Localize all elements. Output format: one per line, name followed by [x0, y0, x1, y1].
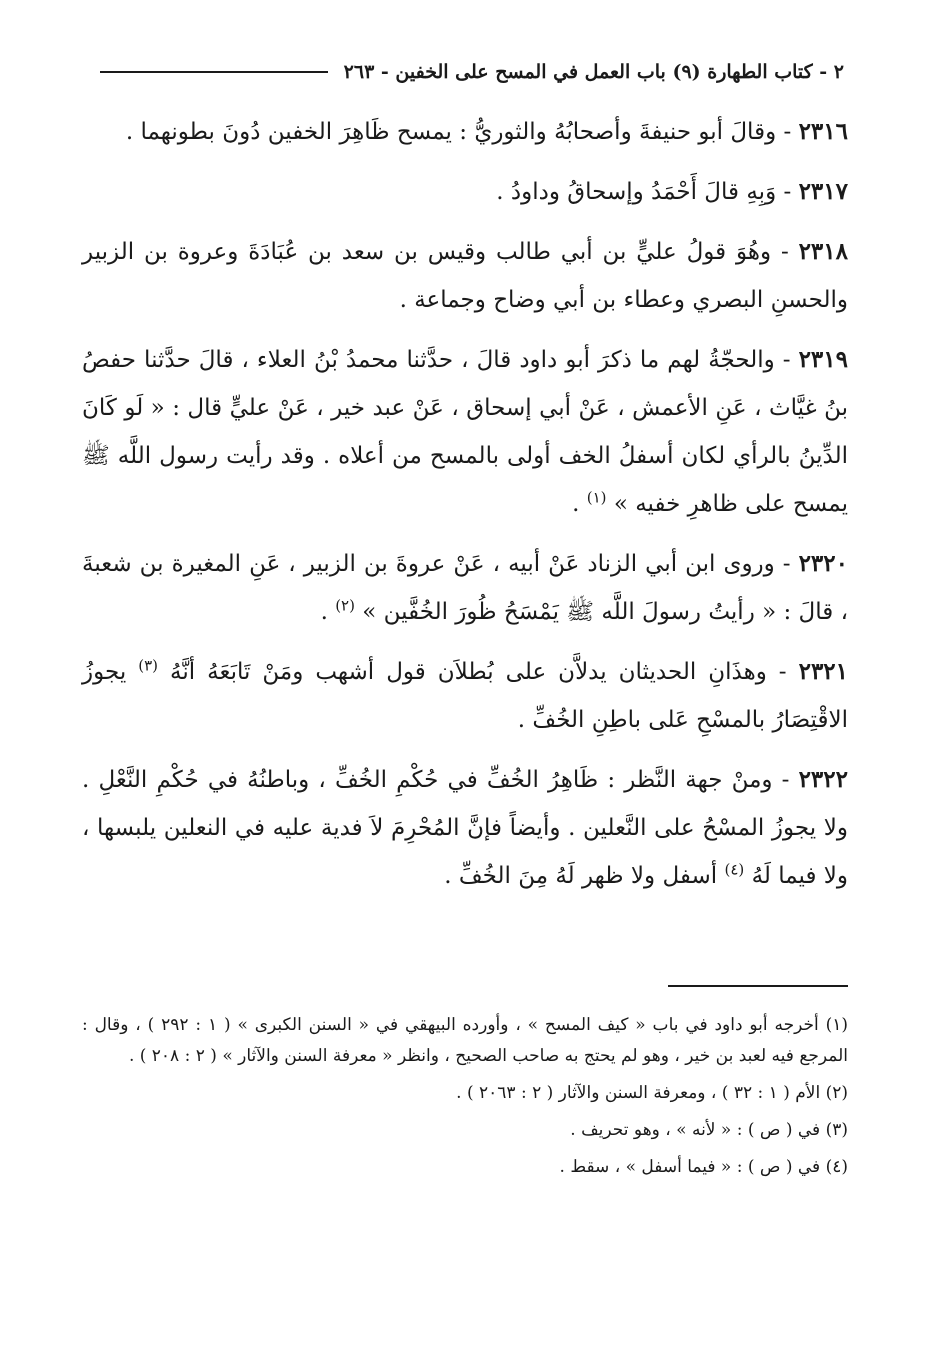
footnote-ref[interactable]: (٣)	[138, 656, 159, 675]
footnote-3: (٣) في ( ص ) : « لأنه » ، وهو تحريف .	[570, 1120, 848, 1140]
paragraph-text: - ومنْ جهة النَّظر : ظَاهِرُ الخُفِّ في حُكْمِ الخُفِّ ، وباطنُهُ في حُكْمِ النَّعْلِ . ولا يجوزُ المسْحُ على النَّعلين . وأيضاً فإنَّ المُحْرِمَ لاَ فدية عليه في النعلين يلبسها ، ولا فيما لَهُ	[82, 767, 848, 889]
paragraph-number: ٢٣١٨	[798, 238, 848, 265]
paragraph-end: .	[320, 599, 336, 625]
main-text	[82, 108, 848, 912]
paragraph-2318	[82, 228, 848, 324]
running-header	[100, 52, 844, 92]
footnote-2: (٢) الأم ( ١ : ٣٢ ) ، ومعرفة السنن والآثار ( ٢ : ٢٠٦٣ ) .	[456, 1083, 848, 1103]
footnote-ref[interactable]: (١)	[586, 488, 607, 507]
footnote-ref[interactable]: (٢)	[335, 596, 355, 615]
paragraph-number: ٢٣٢٢	[798, 766, 848, 793]
paragraph-2316	[82, 108, 848, 156]
paragraph-2320	[82, 540, 848, 636]
paragraph-text: - وهُوَ قولُ عليٍّ بن أبي طالب وقيس بن سعد بن عُبَادَةَ وعروة بن الزبير والحسنِ البصري وعطاء بن أبي وضاح وجماعة .	[82, 239, 848, 313]
paragraph-text: - والحجّةُ لهم ما ذكرَ أبو داود قالَ ، حدَّثنا محمدُ بْنُ العلاء ، قالَ حدَّثنا حفصُ بنُ غيَّاث ، عَنِ الأعمش ، عَنْ أبي إسحاق ، عَنْ عبد خير ، عَنْ عليٍّ قال : « لَو كَانَ الدِّينُ بالرأي لكان أسفلُ الخف أولى بالمسح من أعلاه . وقد رأيت رسول اللَّه ﷺ يمسح على ظاهرِ خفيه »	[82, 347, 848, 517]
paragraph-text: - وروى ابن أبي الزناد عَنْ أبيه ، عَنْ عروةَ بن الزبير ، عَنِ المغيرة بن شعبةَ ، قالَ : « رأيتُ رسولَ اللَّه ﷺ يَمْسَحُ ظُورَ الخُفَّين »	[82, 551, 848, 625]
paragraph-2322	[82, 756, 848, 900]
paragraph-number: ٢٣١٦	[798, 118, 848, 145]
paragraph-number: ٢٣٢١	[798, 658, 849, 685]
paragraph-number: ٢٣٢٠	[798, 550, 848, 577]
paragraph-text: - وقالَ أبو حنيفةَ وأصحابُهُ والثوريُّ : يمسح ظَاهِرَ الخفين دُونَ بطونهما .	[125, 119, 799, 145]
paragraph-text: - وهذَانِ الحديثان يدلاَّن على بُطلاَن قول أشهب ومَنْ تَابَعَهُ أنَّهُ	[170, 659, 799, 685]
paragraph-text: - وَبِهِ قالَ أَحْمَدُ وإسحاقُ وداودُ .	[496, 179, 799, 205]
paragraph-number: ٢٣١٩	[798, 346, 848, 373]
footnote-1: (١) أخرجه أبو داود في باب « كيف المسح » ، وأورده البيهقي في « السنن الكبرى » ( ١ : ٢٩٢ ) ، وقال : المرجع فيه لعبد بن خير ، وهو لم يحتج به صاحب الصحيح ، وانظر « معرفة السنن والآثار » ( ٢ : ٢٠٨ ) .	[82, 1015, 848, 1066]
paragraph-2317	[82, 168, 848, 216]
paragraph-end: يجوزُ الاقْتِصَارُ بالمسْحِ عَلى باطِنِ الخُفِّ .	[82, 659, 848, 733]
footnote-ref[interactable]: (٤)	[724, 860, 745, 879]
footnote-4: (٤) في ( ص ) : « فيما أسفل » ، سقط .	[559, 1157, 848, 1177]
paragraph-2319	[82, 336, 848, 528]
footnote-separator	[668, 985, 848, 987]
paragraph-end: أسفل ولا ظهر لَهُ مِنَ الخُفِّ .	[444, 863, 725, 889]
paragraph-number: ٢٣١٧	[798, 178, 848, 205]
paragraph-2321	[82, 648, 848, 744]
header-rule	[100, 71, 328, 73]
running-title: ٢ - كتاب الطهارة (٩) باب العمل في المسح على الخفين - ٢٦٣	[343, 61, 844, 83]
paragraph-end: .	[572, 491, 587, 517]
footnotes	[82, 1010, 848, 1189]
